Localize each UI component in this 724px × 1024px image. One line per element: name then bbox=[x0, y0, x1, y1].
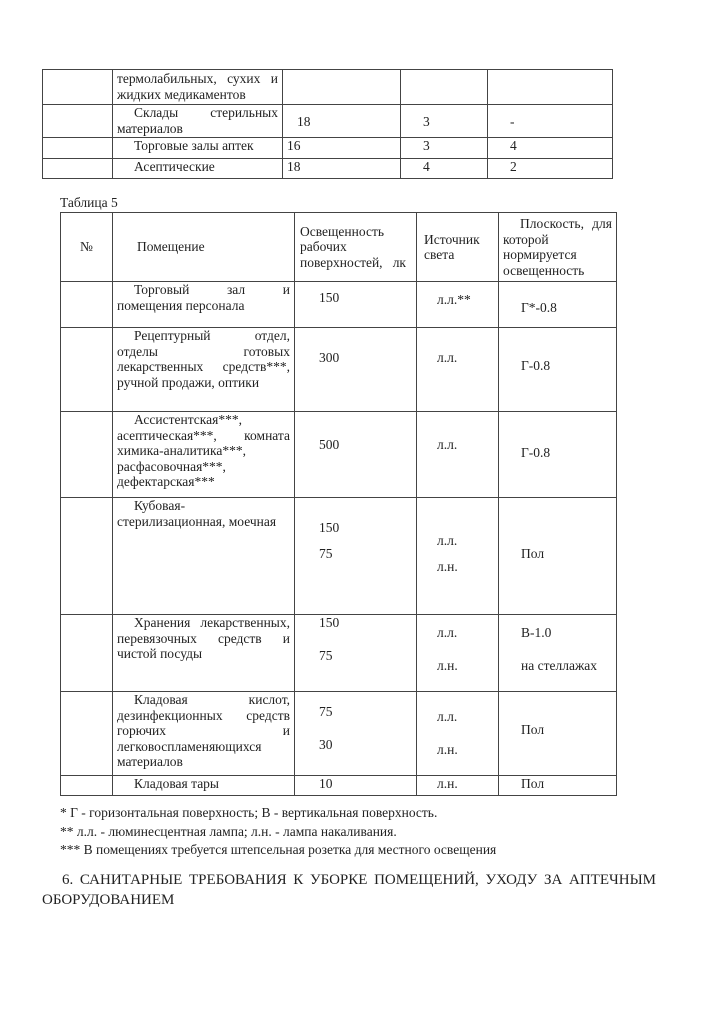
illuminance bbox=[295, 412, 417, 498]
room-name bbox=[113, 615, 295, 692]
light-source-value: л.л. bbox=[437, 350, 458, 365]
light-source-value: л.н. bbox=[437, 776, 458, 791]
light-source-value: л.л. bbox=[437, 625, 458, 640]
plane-value: на стеллажах bbox=[521, 658, 598, 673]
room-name-text: Ассистентская***, асептическая***, комната химика-аналитика***, расфасовочная***, дефектарская*** bbox=[117, 412, 290, 489]
header-room: Помещение bbox=[113, 213, 295, 282]
illuminance-value: 10 bbox=[319, 776, 333, 791]
section-heading: 6. САНИТАРНЫЕ ТРЕБОВАНИЯ К УБОРКЕ ПОМЕЩЕНИЙ, УХОДУ ЗА АПТЕЧНЫМ ОБОРУДОВАНИЕМ bbox=[42, 872, 656, 908]
illuminance-value: 150 bbox=[319, 615, 340, 630]
table-row bbox=[61, 692, 617, 776]
illuminance-value: 300 bbox=[319, 350, 340, 365]
plane-value: Пол bbox=[521, 722, 545, 737]
plane bbox=[499, 776, 617, 796]
plane bbox=[499, 412, 617, 498]
illuminance-value: 150 bbox=[319, 290, 340, 305]
room-name bbox=[113, 328, 295, 412]
room-name bbox=[113, 282, 295, 328]
lighting-table bbox=[60, 212, 617, 796]
room-name bbox=[113, 776, 295, 796]
light-source-value: л.л. bbox=[437, 533, 458, 548]
table-row: Торговые залы аптек 16 3 4 bbox=[43, 138, 613, 159]
illuminance-value: 30 bbox=[319, 737, 333, 752]
table-header-row bbox=[61, 213, 617, 282]
table-row bbox=[61, 412, 617, 498]
plane-value: Пол bbox=[521, 776, 545, 791]
row-number bbox=[61, 692, 113, 776]
row-number bbox=[61, 412, 113, 498]
illuminance-value: 500 bbox=[319, 437, 340, 452]
row-number bbox=[61, 776, 113, 796]
illuminance bbox=[295, 282, 417, 328]
header-illuminance: Освещенность рабочих поверхностей, лк bbox=[295, 213, 417, 282]
room-name-text: Кубовая-стерилизационная, моечная bbox=[117, 498, 277, 529]
room-name bbox=[113, 692, 295, 776]
table-row: Склады стерильных материалов 18 3 - bbox=[43, 105, 613, 138]
header-number: № bbox=[61, 213, 113, 282]
plane bbox=[499, 282, 617, 328]
header-plane: Плоскость, для которой нормируется освещенность bbox=[499, 213, 617, 282]
light-source bbox=[417, 692, 499, 776]
light-source bbox=[417, 328, 499, 412]
footnotes bbox=[60, 804, 496, 860]
plane bbox=[499, 615, 617, 692]
table-row bbox=[43, 70, 613, 105]
plane-value: Г-0.8 bbox=[521, 358, 551, 373]
light-source bbox=[417, 776, 499, 796]
illuminance bbox=[295, 498, 417, 615]
room-name bbox=[113, 412, 295, 498]
light-source-value: л.н. bbox=[437, 742, 458, 757]
light-source-value: л.н. bbox=[437, 658, 458, 673]
room-name: Асептические bbox=[113, 159, 283, 179]
header-source: Источник света bbox=[417, 213, 499, 282]
row-number bbox=[61, 282, 113, 328]
illuminance bbox=[295, 615, 417, 692]
room-name: Склады стерильных материалов bbox=[113, 105, 283, 138]
light-source bbox=[417, 498, 499, 615]
row-number bbox=[61, 615, 113, 692]
table-row bbox=[61, 615, 617, 692]
room-name: Торговые залы аптек bbox=[113, 138, 283, 159]
light-source-value: л.л.** bbox=[437, 292, 471, 307]
light-source bbox=[417, 615, 499, 692]
table-row bbox=[61, 328, 617, 412]
row-number bbox=[61, 498, 113, 615]
illuminance-value: 75 bbox=[319, 704, 333, 719]
footnote: * Г - горизонтальная поверхность; В - вертикальная поверхность. bbox=[60, 805, 438, 820]
row-number bbox=[61, 328, 113, 412]
table-caption: Таблица 5 bbox=[60, 195, 118, 210]
plane-value: Г-0.8 bbox=[521, 445, 551, 460]
plane-value: Пол bbox=[521, 546, 545, 561]
table-row bbox=[61, 282, 617, 328]
illuminance-value: 150 bbox=[319, 520, 340, 535]
plane bbox=[499, 498, 617, 615]
table-row: Асептические 18 4 2 bbox=[43, 159, 613, 179]
illuminance bbox=[295, 692, 417, 776]
room-name: термолабильных, сухих и жидких медикаментов bbox=[113, 70, 283, 105]
table-row bbox=[61, 776, 617, 796]
light-source bbox=[417, 412, 499, 498]
footnote: ** л.л. - люминесцентная лампа; л.н. - лампа накаливания. bbox=[60, 823, 397, 839]
room-name-text: Кладовая тары bbox=[134, 776, 220, 791]
plane-value: В-1.0 bbox=[521, 625, 552, 640]
illuminance bbox=[295, 776, 417, 796]
room-name bbox=[113, 498, 295, 615]
illuminance-value: 75 bbox=[319, 546, 333, 561]
illuminance bbox=[295, 328, 417, 412]
table-row bbox=[61, 498, 617, 615]
light-source-value: л.л. bbox=[437, 709, 458, 724]
light-source-value: л.л. bbox=[437, 437, 458, 452]
previous-table bbox=[42, 69, 613, 179]
room-name-text: Торговый зал и помещения персонала bbox=[117, 282, 290, 313]
light-source-value: л.н. bbox=[437, 559, 458, 574]
room-name-text: Кладовая кислот, дезинфекционных средств горючих и легковоспламеняющихся материалов bbox=[117, 692, 290, 769]
plane bbox=[499, 692, 617, 776]
footnote: *** В помещениях требуется штепсельная розетка для местного освещения bbox=[60, 842, 497, 857]
room-name-text: Рецептурный отдел, отделы готовых лекарственных средств***, ручной продажи, оптики bbox=[117, 328, 290, 390]
plane-value: Г*-0.8 bbox=[521, 300, 557, 315]
light-source bbox=[417, 282, 499, 328]
illuminance-value: 75 bbox=[319, 648, 333, 663]
room-name-text: Хранения лекарственных, перевязочных средств и чистой посуды bbox=[117, 615, 290, 661]
plane bbox=[499, 328, 617, 412]
